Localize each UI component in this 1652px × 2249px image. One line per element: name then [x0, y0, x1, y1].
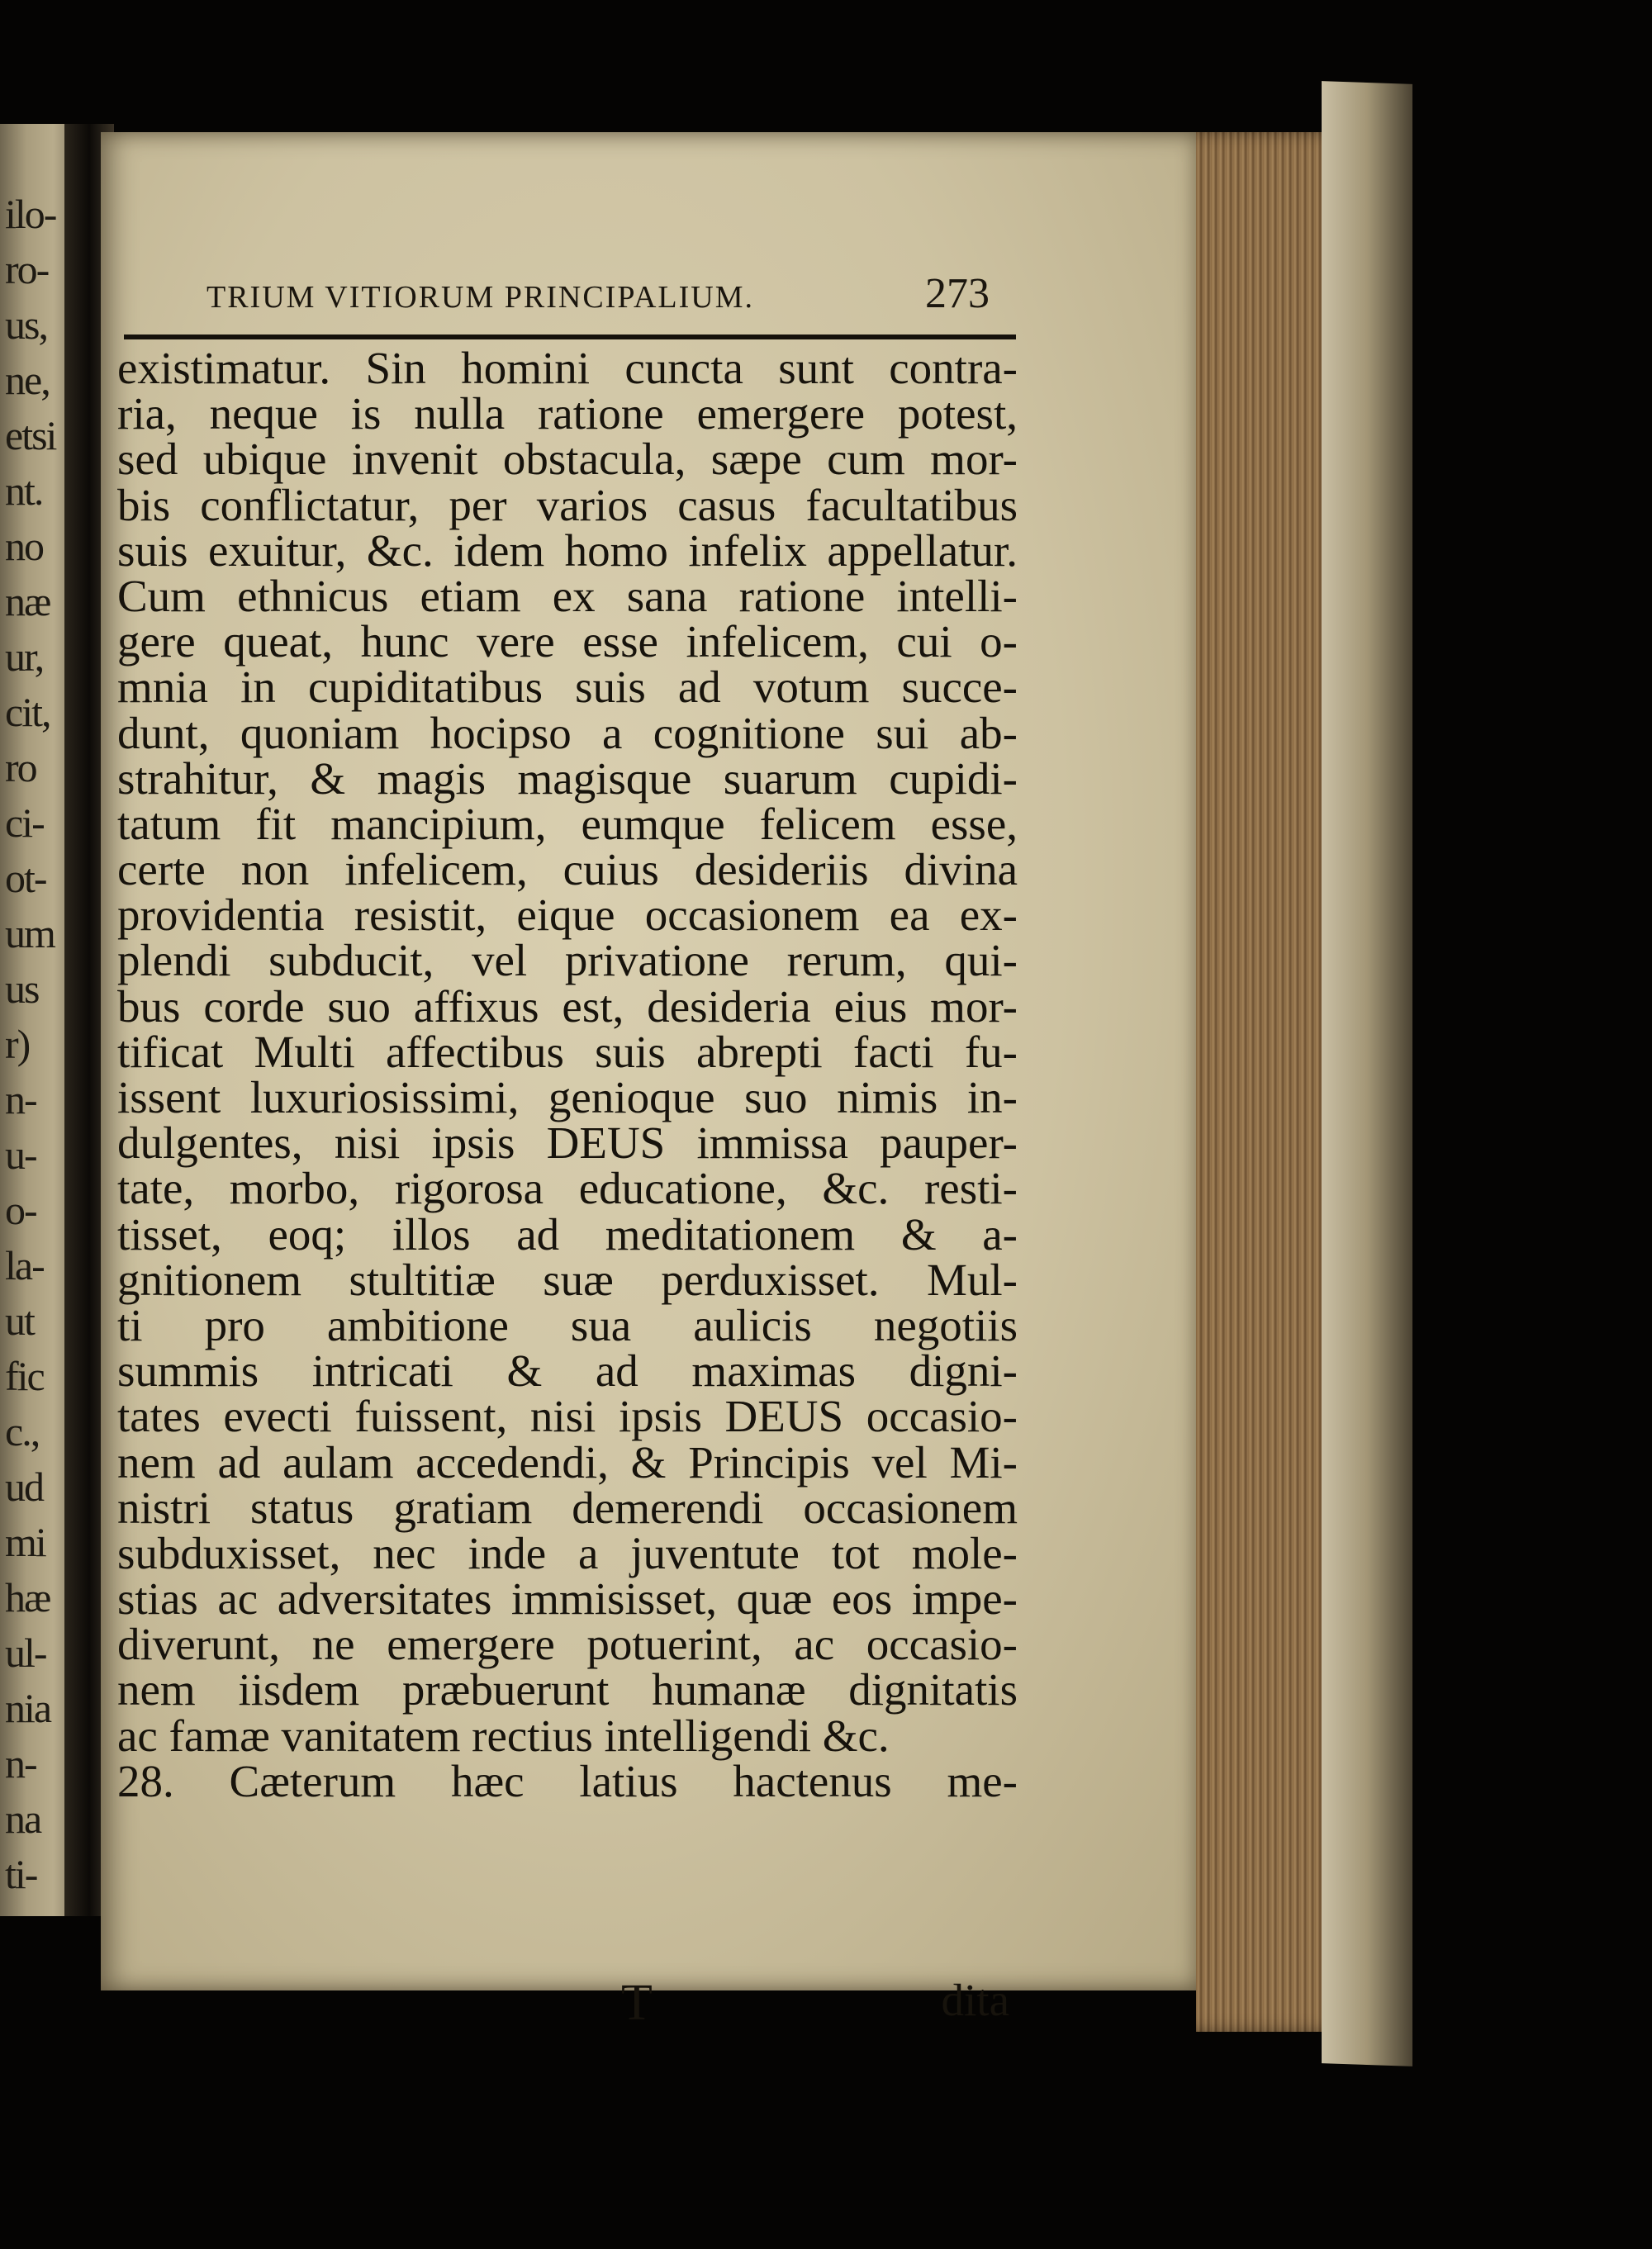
text-line: dulgentes, nisi ipsis DEUS immissa pauper- — [117, 1117, 1018, 1169]
left-page-fragment: ro — [5, 744, 36, 790]
left-page-fragment: ur, — [5, 633, 44, 680]
left-page-fragment: na — [5, 1796, 41, 1842]
text-line: summis intricati & ad maximas digni- — [117, 1345, 1018, 1397]
text-line: plendi subducit, vel privatione rerum, qui- — [117, 935, 1018, 986]
text-line: bus corde suo affixus est, desideria eius mor- — [117, 980, 1018, 1032]
left-page-fragment: næ — [5, 578, 50, 624]
text-line: providentia resistit, eique occasionem ea ex- — [117, 890, 1018, 941]
text-line: ac famæ vanitatem rectius intelligendi &c. — [117, 1710, 890, 1761]
text-line: tatum fit mancipium, eumque felicem esse, — [117, 798, 1018, 849]
left-page-fragment: la- — [5, 1242, 44, 1288]
text-line: dunt, quoniam hocipso a cognitione sui ab- — [117, 707, 1018, 758]
left-page-fragment: ti- — [5, 1851, 37, 1897]
left-page-fragment: ud — [5, 1464, 43, 1510]
text-line: diverunt, ne emergere potuerint, ac occasio- — [117, 1619, 1018, 1670]
text-line: nistri status gratiam demerendi occasionem — [117, 1482, 1018, 1533]
left-page-fragment: ne, — [5, 357, 50, 403]
left-page-fragment: nia — [5, 1685, 51, 1731]
left-page-fragment: mi — [5, 1519, 45, 1565]
text-line: gnitionem stultitiæ suæ perduxisset. Mul- — [117, 1254, 1018, 1305]
header-rule — [124, 335, 1016, 339]
text-line: Cum ethnicus etiam ex sana ratione intelli- — [117, 570, 1018, 621]
text-line: stias ac adversitates immisisset, quæ eos impe- — [117, 1573, 1018, 1625]
text-line: ti pro ambitione sua aulicis negotiis — [117, 1299, 1018, 1350]
text-line: strahitur, & magis magisque suarum cupidi- — [117, 752, 1018, 804]
left-page-fragment: ci- — [5, 799, 44, 846]
text-line: suis exuitur, &c. idem homo infelix appellatur. — [117, 524, 1018, 576]
left-page-fragment: n- — [5, 1740, 36, 1786]
left-page-fragment: ot- — [5, 855, 46, 901]
text-line: tates evecti fuissent, nisi ipsis DEUS occasio- — [117, 1391, 1018, 1442]
left-page-fragment: o- — [5, 1187, 36, 1233]
page-number: 273 — [925, 270, 990, 317]
book-cover — [1322, 81, 1412, 2066]
signature-mark: T — [621, 1975, 653, 2031]
text-line: 28. Cæterum hæc latius hactenus me- — [117, 1755, 1018, 1806]
left-page-fragment: um — [5, 910, 55, 956]
catchword: dita — [941, 1975, 1009, 2025]
left-page-fragment: no — [5, 523, 43, 569]
body-text — [117, 345, 1026, 1804]
left-page-fragment: r) — [5, 1021, 30, 1067]
left-page-fragment: ut — [5, 1298, 34, 1344]
left-page-fragment: ilo- — [5, 191, 56, 237]
left-page-fragment: ro- — [5, 246, 49, 292]
text-line: bis conflictatur, per varios casus facultatibus — [117, 479, 1018, 530]
page-footer — [117, 1974, 1026, 2032]
text-line: mnia in cupiditatibus suis ad votum succe- — [117, 662, 1018, 713]
running-head: TRIUM VITIORUM PRINCIPALIUM. — [206, 280, 754, 315]
text-line: tate, morbo, rigorosa educatione, &c. resti- — [117, 1163, 1018, 1214]
text-line: ria, neque is nulla ratione emergere potest, — [117, 388, 1018, 439]
left-page-fragment: u- — [5, 1132, 36, 1178]
text-line: nem iisdem præbuerunt humanæ dignitatis — [117, 1664, 1018, 1715]
left-page-fragment: fic — [5, 1353, 44, 1399]
left-page-fragment: us, — [5, 301, 47, 348]
left-page-fragment: cit, — [5, 689, 50, 735]
left-page-fragment: us — [5, 966, 39, 1012]
text-line: tificat Multi affectibus suis abrepti facti fu- — [117, 1026, 1018, 1077]
text-line: subduxisset, nec inde a juventute tot mole- — [117, 1527, 1018, 1578]
left-page-fragment: ul- — [5, 1630, 46, 1676]
text-line: existimatur. Sin homini cuncta sunt contra- — [117, 343, 1018, 393]
text-line: sed ubique invenit obstacula, sæpe cum mor- — [117, 434, 1018, 485]
left-page-fragment: etsi — [5, 412, 56, 458]
text-line: gere queat, hunc vere esse infelicem, cui o- — [117, 616, 1018, 667]
text-line: issent luxuriosissimi, genioque suo nimis in- — [117, 1072, 1018, 1122]
left-page-fragment: n- — [5, 1076, 36, 1122]
left-page-fragment: hæ — [5, 1574, 50, 1620]
text-line: certe non infelicem, cuius desideriis divina — [117, 844, 1018, 895]
text-line: nem ad aulam accedendi, & Principis vel Mi- — [117, 1436, 1018, 1487]
text-line: tisset, eoq; illos ad meditationem & a- — [117, 1208, 1018, 1260]
left-page-fragment: c., — [5, 1408, 40, 1454]
left-page-fragment: nt. — [5, 467, 43, 514]
